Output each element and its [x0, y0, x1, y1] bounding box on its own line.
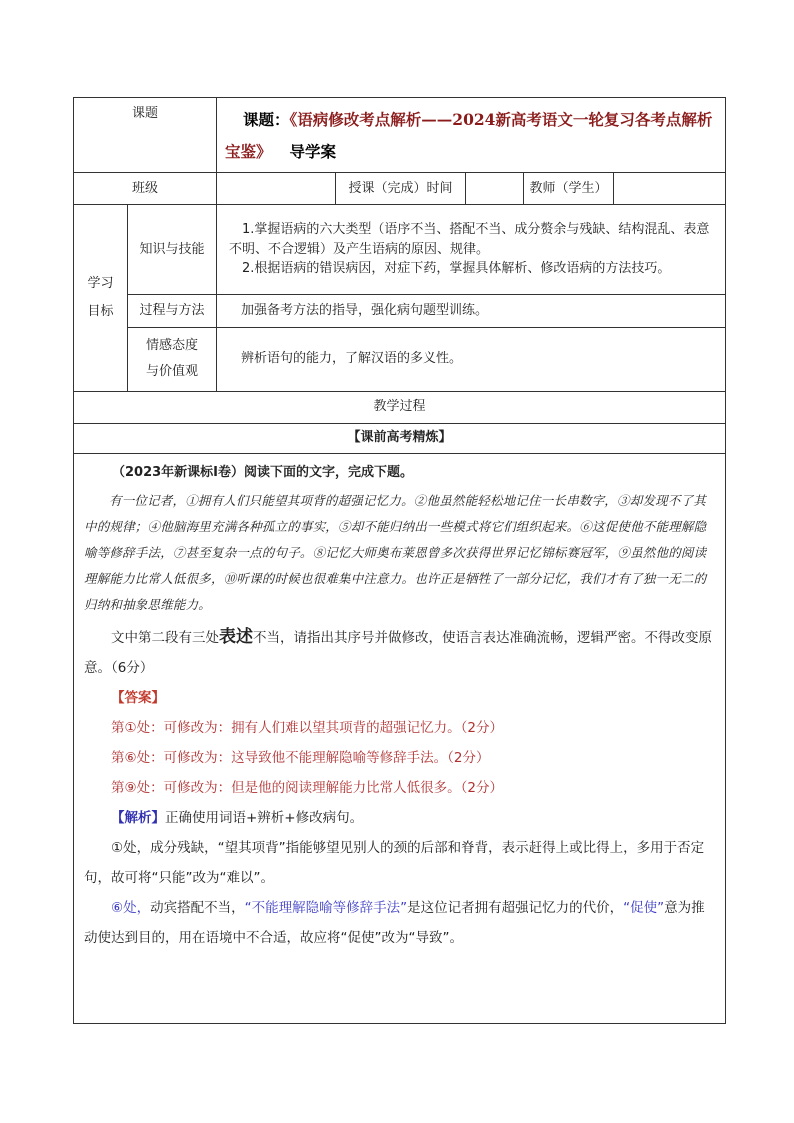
time-value — [466, 173, 524, 205]
class-value — [217, 173, 336, 205]
topic-label: 课题 — [74, 98, 217, 173]
answer-line-3: 第⑨处：可修改为：但是他的阅读理解能力比常人低很多。（2分） — [111, 779, 503, 796]
analysis-point-2: ⑥处，动宾搭配不当，“不能理解隐喻等修辞手法”是这位记者拥有超强记忆力的代价，“促使”意为推动使达到目的，用在语境中不合适，故应将“促使”改为“导致”。 — [84, 899, 705, 946]
question-content — [74, 453, 726, 1023]
process-text: 加强备考方法的指导，强化病句题型训练。 — [217, 295, 726, 328]
teacher-value — [614, 173, 726, 205]
answer-line-1: 第①处：可修改为：拥有人们难以望其项背的超强记忆力。（2分） — [111, 719, 503, 736]
time-label: 授课（完成）时间 — [336, 173, 466, 205]
knowledge-label: 知识与技能 — [128, 205, 217, 295]
class-label: 班级 — [74, 173, 217, 205]
knowledge-text: 1.掌握语病的六大类型（语序不当、搭配不当、成分赘余与残缺、结构混乱、表意不明、不合逻辑）及产生语病的原因、规律。 2.根据语病的错误病因，对症下药，掌握具体解析、修改语病的方法技巧。 — [217, 205, 726, 295]
answer-line-2: 第⑥处：可修改为：这导致他不能理解隐喻等修辞手法。（2分） — [111, 749, 490, 766]
emotion-label: 情感态度与价值观 — [128, 327, 217, 391]
analysis-intro: 【解析】正确使用词语+辨析+修改病句。 — [111, 809, 364, 826]
answer-label: 【答案】 — [111, 689, 165, 706]
process-title: 教学过程 — [74, 391, 726, 423]
topic-title: 课题：《语病修改考点解析——2024新高考语文一轮复习各考点解析宝鉴》 导学案 — [217, 98, 726, 173]
section-title: 【课前高考精炼】 — [74, 423, 726, 453]
emotion-text: 辨析语句的能力，了解汉语的多义性。 — [217, 327, 726, 391]
process-label: 过程与方法 — [128, 295, 217, 328]
lesson-plan-table — [73, 97, 726, 1024]
question-head: （2023年新课标Ⅰ卷）阅读下面的文字，完成下题。 — [112, 464, 414, 480]
analysis-point-1: ①处，成分残缺，“望其项背”指能够望见别人的颈的后部和脊背，表示赶得上或比得上，多用于否定句，故可将“只能”改为“难以”。 — [84, 839, 705, 886]
question-passage: 有一位记者，①拥有人们只能望其项背的超强记忆力。②他虽然能轻松地记住一长串数字，③却发现不了其中的规律；④他脑海里充满各种孤立的事实，⑤却不能归纳出一些模式将它们组织起来。⑥这促使他不能理解隐喻等修辞手法，⑦甚至复杂一点的句子。⑧记忆大师奥布莱恩曾多次获得世界记忆锦标赛冠军，⑨虽然他的阅读理解能力比常人低很多，⑩听课的时候也很难集中注意力。也许正是牺牲了一部分记忆，我们才有了独一无二的归纳和抽象思维能力。 — [84, 492, 707, 612]
teacher-label: 教师（学生） — [524, 173, 614, 205]
question-prompt: 文中第二段有三处表述不当，请指出其序号并做修改，使语言表达准确流畅，逻辑严密。不得改变原意。（6分） — [84, 626, 712, 676]
goals-label: 学习目标 — [74, 205, 128, 392]
